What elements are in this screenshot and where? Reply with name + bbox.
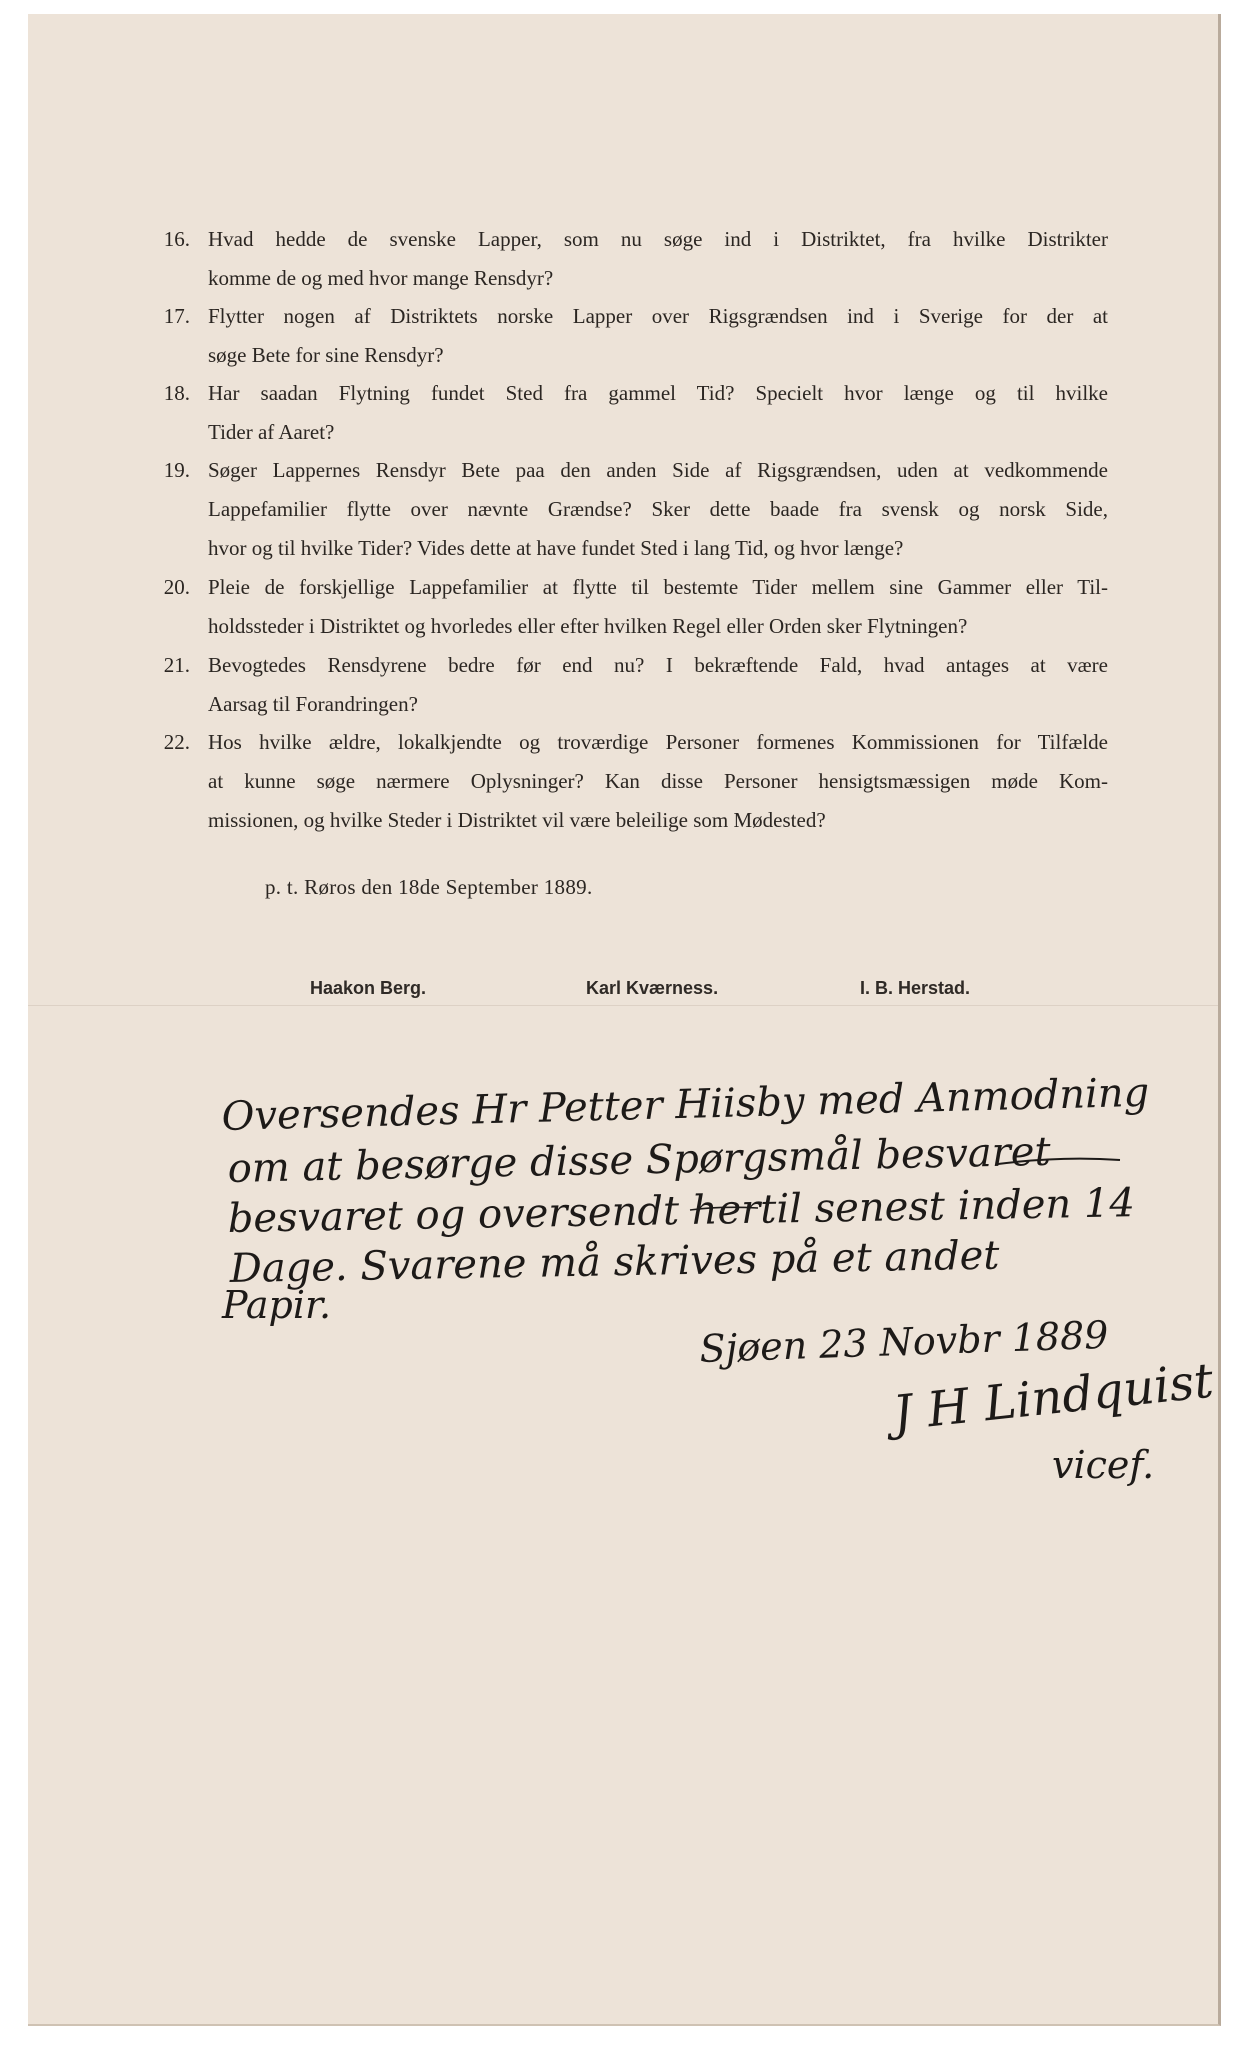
question-line: Har saadan Flytning fundet Sted fra gammel Tid? Specielt hvor længe og til hvilke (208, 381, 1108, 405)
hand-date: Sjøen 23 Novbr 1889 (698, 1312, 1110, 1371)
handwritten-lines (221, 1070, 1150, 1327)
hand-title: vicef. (1052, 1443, 1155, 1487)
question-number: 18. (163, 381, 190, 405)
hand-line-3: besvaret og oversendt hertil senest inden 14 (227, 1180, 1136, 1242)
question-line: at kunne søge nærmere Oplysninger? Kan disse Personer hensigtsmæssigen møde Kom- (208, 769, 1108, 793)
question-line: Tider af Aaret? (208, 420, 335, 444)
question-number: 16. (163, 227, 190, 251)
question-line: Aarsag til Forandringen? (208, 692, 418, 716)
place-date: p. t. Røros den 18de September 1889. (265, 875, 593, 899)
hand-line-1: Oversendes Hr Petter Hiisby med Anmodning (221, 1069, 1150, 1140)
question-line: Hvad hedde de svenske Lapper, som nu søge ind i Distriktet, fra hvilke Distrikter (208, 227, 1108, 251)
question-line: søge Bete for sine Rensdyr? (208, 343, 444, 367)
hand-line-5: Papir. (222, 1283, 332, 1327)
question-line: holdssteder i Distriktet og hvorledes eller efter hvilken Regel eller Orden sker Flytningen? (208, 614, 968, 638)
question-line: Lappefamilier flytte over nævnte Grændse? Sker dette baade fra svensk og norsk Side, (208, 497, 1108, 521)
question-number: 19. (163, 458, 190, 482)
hand-line-2: om at besørge disse Spørgsmål besvaret (227, 1128, 1051, 1192)
question-number: 20. (163, 575, 190, 599)
question-line: Pleie de forskjellige Lappefamilier at flytte til bestemte Tider mellem sine Gammer eller Til- (208, 575, 1108, 599)
hand-line-4: Dage. Svarene må skrives på et andet (229, 1232, 1000, 1292)
question-number: 17. (163, 304, 190, 328)
question-line: komme de og med hvor mange Rensdyr? (208, 266, 554, 290)
signatory-2: Karl Kværness. (586, 978, 719, 998)
signatory-3: I. B. Herstad. (860, 978, 971, 998)
question-line: missionen, og hvilke Steder i Distriktet vil være beleilige som Mødested? (208, 808, 826, 832)
signatory-1: Haakon Berg. (310, 978, 427, 998)
hand-signature: J H Lindquist (890, 1352, 1216, 1442)
question-number: 21. (163, 653, 190, 677)
question-line: Bevogtedes Rensdyrene bedre før end nu? I bekræftende Fald, hvad antages at være (208, 653, 1108, 677)
question-line: Søger Lappernes Rensdyr Bete paa den anden Side af Rigsgrændsen, uden at vedkommende (208, 458, 1108, 482)
question-number: 22. (163, 730, 190, 754)
question-line: hvor og til hvilke Tider? Vides dette at have fundet Sted i lang Tid, og hvor længe? (208, 536, 904, 560)
question-line: Flytter nogen af Distriktets norske Lapper over Rigsgrændsen ind i Sverige for der at (208, 304, 1108, 328)
question-line: Hos hvilke ældre, lokalkjendte og troværdige Personer formenes Kommissionen for Tilfælde (208, 730, 1108, 754)
